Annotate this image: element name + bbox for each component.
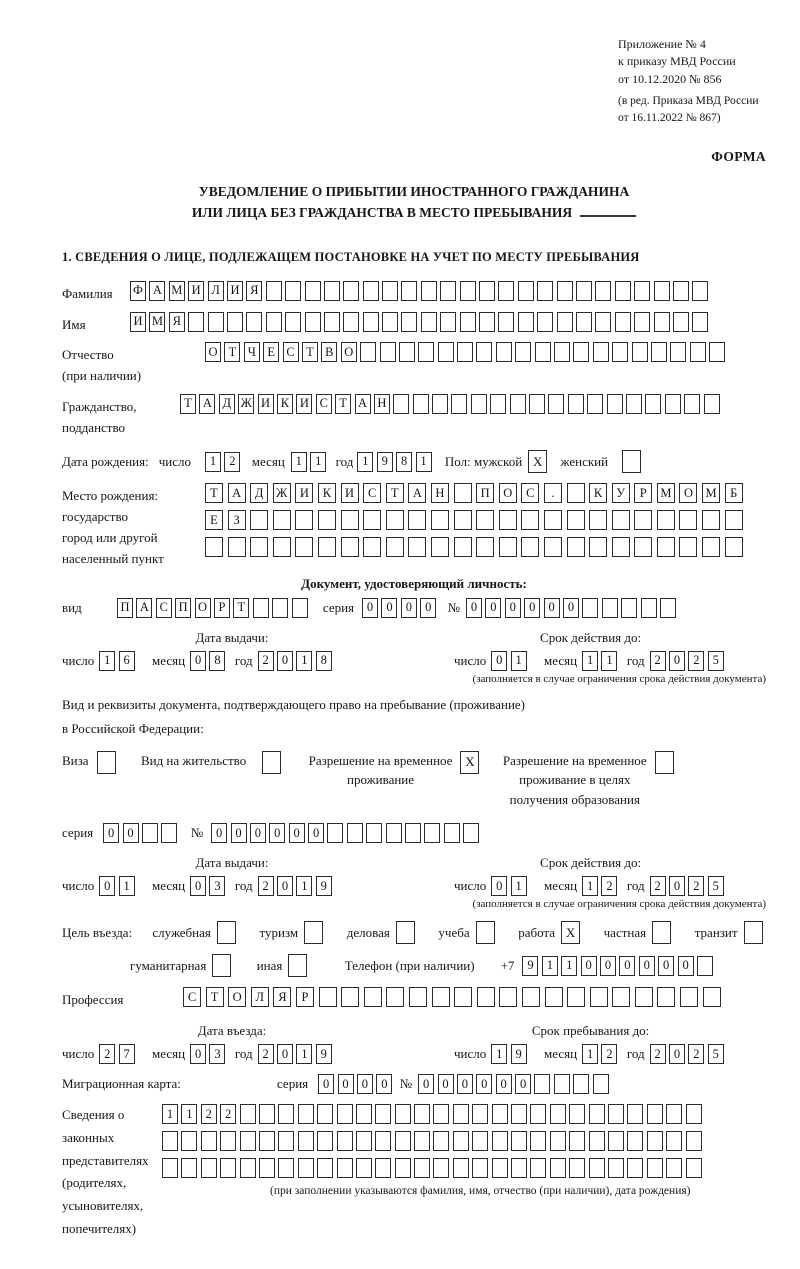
migcard-number-boxes[interactable]: 0 0 0 0 0 0: [418, 1074, 612, 1094]
rvp-education-option: [503, 751, 677, 810]
representatives-boxes-row1[interactable]: 1 1 2 2: [162, 1104, 705, 1124]
sex-female-checkbox[interactable]: [622, 450, 644, 473]
birthdate-year-label: год: [335, 453, 354, 469]
appendix-line: к приказу МВД России: [618, 54, 736, 69]
birthplace-box-rows: [205, 483, 747, 564]
patronymic-row: [62, 342, 766, 387]
staydoc-issue-day-boxes[interactable]: 0 1: [99, 876, 138, 896]
purpose-business-option: служебная: [152, 921, 239, 944]
entry-year-boxes[interactable]: 2 0 1 9: [258, 1044, 336, 1064]
migcard-seria-label: серия: [277, 1076, 309, 1092]
migcard-label: Миграционная карта:: [62, 1076, 181, 1092]
birthdate-label: Дата рождения:: [62, 453, 149, 469]
iddoc-issue-heading: Дата выдачи:: [195, 629, 269, 645]
representatives-label: Сведения о законных представителях (родителях, усыновителях, попечителях): [62, 1107, 149, 1236]
iddoc-issue-year-boxes[interactable]: 2 0 1 8: [258, 651, 336, 671]
visa-option: [62, 751, 119, 774]
staydoc-valid-day-label: число: [454, 878, 487, 894]
citizenship-boxes[interactable]: Т А Д Ж И К И С Т А Н: [180, 394, 723, 414]
iddoc-issue-month-label: месяц: [152, 652, 186, 668]
visa-checkbox[interactable]: [97, 751, 119, 774]
appendix-line: от 10.12.2020 № 856: [618, 71, 722, 86]
purpose-work-option: работа X: [518, 921, 583, 944]
iddoc-valid-day-boxes[interactable]: 0 1: [491, 651, 530, 671]
birthdate-row: [62, 450, 766, 473]
profession-boxes[interactable]: С Т О Л Я Р: [183, 987, 725, 1007]
birthdate-month-label: месяц: [251, 453, 285, 469]
sex-male-label: Пол: мужской: [444, 453, 523, 469]
purpose-private-option: частная: [604, 921, 675, 944]
purpose-work-checkbox[interactable]: X: [561, 921, 583, 944]
iddoc-valid-month-label: месяц: [544, 652, 578, 668]
iddoc-seria-label: серия: [322, 599, 355, 615]
stay-year-label: год: [626, 1046, 645, 1062]
iddoc-valid-day-label: число: [454, 652, 487, 668]
representatives-boxes-row3[interactable]: [162, 1158, 705, 1178]
rvp-education-label: Разрешение на временное проживание в целях получения образования: [502, 752, 647, 807]
rvp-checkbox[interactable]: X: [460, 751, 482, 774]
purpose-other-option: иная: [257, 954, 311, 977]
stay-month-label: месяц: [544, 1046, 578, 1062]
purpose-humanitarian-checkbox[interactable]: [212, 954, 234, 977]
patronymic-boxes[interactable]: О Т Ч Е С Т В О: [205, 342, 729, 362]
staydoc-valid-heading: Срок действия до:: [540, 855, 642, 871]
stay-month-boxes[interactable]: 1 2: [582, 1044, 621, 1064]
surname-label: Фамилия: [62, 285, 113, 301]
patronymic-label: Отчество (при наличии): [62, 347, 142, 384]
purpose-row1: [62, 921, 766, 944]
sex-male-checkbox[interactable]: X: [528, 450, 550, 473]
name-row: [62, 312, 766, 336]
iddoc-vid-boxes[interactable]: П А С П О Р Т: [117, 598, 311, 618]
appendix-line: Приложение № 4: [618, 37, 706, 51]
purpose-study-checkbox[interactable]: [476, 921, 498, 944]
birthplace-label: Место рождения: государство город или другой населенный пункт: [62, 488, 164, 566]
iddoc-issue-day-boxes[interactable]: 1 6: [99, 651, 138, 671]
entry-heading: Дата въезда:: [197, 1023, 267, 1039]
migcard-row: [62, 1074, 766, 1094]
purpose-private-checkbox[interactable]: [652, 921, 674, 944]
rvp-education-checkbox[interactable]: [655, 751, 677, 774]
birthdate-year-boxes[interactable]: 1 9 8 1: [357, 452, 435, 472]
purpose-tourism-option: туризм: [259, 921, 326, 944]
staydoc-intro: Вид и реквизиты документа, подтверждающего право на пребывание (проживание) в Российской Федерации:: [62, 696, 526, 736]
rvp-label: Разрешение на временное проживание: [308, 752, 453, 788]
rvp-option: [309, 751, 483, 790]
form-title: [62, 181, 766, 224]
stay-heading: Срок пребывания до:: [531, 1023, 650, 1039]
birthdate-month-boxes[interactable]: 1 1: [291, 452, 330, 472]
iddoc-issue-year-label: год: [234, 652, 253, 668]
representatives-boxes-row2[interactable]: [162, 1131, 705, 1151]
staydoc-valid-month-boxes[interactable]: 1 2: [582, 876, 621, 896]
staydoc-valid-year-label: год: [626, 878, 645, 894]
staydoc-issue-year-label: год: [234, 878, 253, 894]
purpose-transit-option: транзит: [695, 921, 766, 944]
forma-label: ФОРМА: [711, 148, 766, 164]
staydoc-permits-row: [62, 751, 766, 810]
staydoc-seria-row: [62, 823, 766, 843]
iddoc-row: [62, 598, 766, 618]
staydoc-number-label: №: [190, 825, 204, 841]
staydoc-issue-heading: Дата выдачи:: [195, 855, 269, 871]
form-title-line1: УВЕДОМЛЕНИЕ О ПРИБЫТИИ ИНОСТРАННОГО ГРАЖДАНИНА: [198, 183, 630, 199]
name-label: Имя: [62, 316, 86, 332]
residence-permit-option: [141, 751, 285, 774]
iddoc-valid-heading: Срок действия до:: [540, 629, 642, 645]
form-title-line2: ИЛИ ЛИЦА БЕЗ ГРАЖДАНСТВА В МЕСТО ПРЕБЫВАНИЯ: [62, 202, 766, 224]
appendix-edit-line: от 16.11.2022 № 867): [618, 111, 721, 124]
appendix-edit-line: (в ред. Приказа МВД России: [618, 95, 759, 108]
iddoc-number-label: №: [447, 599, 461, 615]
surname-row: [62, 281, 766, 305]
entry-year-label: год: [234, 1046, 253, 1062]
purpose-row2: [62, 954, 766, 977]
entry-month-boxes[interactable]: 0 3: [190, 1044, 229, 1064]
stay-year-boxes[interactable]: 2 0 2 5: [650, 1044, 728, 1064]
iddoc-valid-month-boxes[interactable]: 1 1: [582, 651, 621, 671]
iddoc-valid-year-boxes[interactable]: 2 0 2 5: [650, 651, 728, 671]
iddoc-valid-note: (заполняется в случае ограничения срока действия документа): [472, 672, 766, 685]
staydoc-issue-month-label: месяц: [152, 878, 186, 894]
iddoc-issue-day-label: число: [62, 652, 95, 668]
staydoc-issue-month-boxes[interactable]: 0 3: [190, 876, 229, 896]
purpose-other-checkbox[interactable]: [288, 954, 310, 977]
phone-label: Телефон (при наличии): [344, 957, 475, 973]
name-boxes[interactable]: И М Я: [130, 312, 712, 332]
purpose-transit-checkbox[interactable]: [744, 921, 766, 944]
staydoc-issue-year-boxes[interactable]: 2 0 1 9: [258, 876, 336, 896]
residence-permit-label: Вид на жительство: [140, 752, 247, 768]
purpose-label: Цель въезда:: [62, 924, 133, 940]
visa-label: Виза: [62, 752, 89, 768]
iddoc-seria-boxes[interactable]: 0 0 0 0: [362, 598, 440, 618]
staydoc-dates: [62, 855, 766, 896]
profession-label: Профессия: [62, 992, 124, 1008]
staydoc-issue-day-label: число: [62, 878, 95, 894]
residence-permit-checkbox[interactable]: [262, 751, 284, 774]
purpose-humanitarian-option: гуманитарная: [130, 954, 235, 977]
birthplace-boxes-row1[interactable]: Т А Д Ж И К И С Т А Н П О С . К У Р М О М Б: [205, 483, 747, 503]
iddoc-dates: [62, 630, 766, 671]
birthdate-day-boxes[interactable]: 1 2: [205, 452, 244, 472]
birthplace-row: [62, 483, 766, 569]
entry-month-label: месяц: [152, 1046, 186, 1062]
citizenship-row: [62, 394, 766, 439]
surname-boxes[interactable]: Ф А М И Л И Я: [130, 281, 712, 301]
migcard-number-label: №: [399, 1076, 413, 1092]
purpose-tourism-checkbox[interactable]: [304, 921, 326, 944]
representatives-note: (при заполнении указываются фамилия, имя, отчество (при наличии), дата рождения): [270, 1185, 691, 1198]
purpose-commercial-option: деловая: [347, 921, 418, 944]
title-blank-line: [580, 215, 636, 217]
phone-prefix: +7: [500, 957, 515, 973]
iddoc-number-boxes[interactable]: 0 0 0 0 0 0: [466, 598, 679, 618]
iddoc-issue-month-boxes[interactable]: 0 8: [190, 651, 229, 671]
phone-boxes[interactable]: 9 1 1 0 0 0 0 0 0: [522, 956, 716, 976]
stay-day-boxes[interactable]: 1 9: [491, 1044, 530, 1064]
staydoc-seria-boxes[interactable]: 0 0: [103, 823, 181, 843]
staydoc-seria-label: серия: [62, 825, 94, 841]
purpose-study-option: учеба: [438, 921, 498, 944]
stay-day-label: число: [454, 1046, 487, 1062]
representatives-box-rows: [162, 1104, 705, 1241]
birthdate-day-label: число: [158, 453, 191, 469]
migcard-seria-boxes[interactable]: 0 0 0 0: [318, 1074, 396, 1094]
entry-day-boxes[interactable]: 2 7: [99, 1044, 138, 1064]
entry-day-label: число: [62, 1046, 95, 1062]
birthplace-boxes-row2[interactable]: Е З: [205, 510, 747, 530]
staydoc-valid-month-label: месяц: [544, 878, 578, 894]
appendix-block: [618, 36, 766, 127]
representatives-row: [62, 1104, 766, 1241]
staydoc-valid-note: (заполняется в случае ограничения срока действия документа): [472, 898, 766, 911]
iddoc-vid-label: вид: [62, 599, 82, 615]
entry-dates: [62, 1023, 766, 1064]
staydoc-valid-year-boxes[interactable]: 2 0 2 5: [650, 876, 728, 896]
purpose-business-checkbox[interactable]: [217, 921, 239, 944]
purpose-commercial-checkbox[interactable]: [396, 921, 418, 944]
iddoc-heading: Документ, удостоверяющий личность:: [301, 575, 527, 591]
citizenship-label: Гражданство, подданство: [62, 398, 137, 435]
section1-heading: 1. СВЕДЕНИЯ О ЛИЦЕ, ПОДЛЕЖАЩЕМ ПОСТАНОВКЕ НА УЧЕТ ПО МЕСТУ ПРЕБЫВАНИЯ: [62, 249, 640, 264]
profession-row: [62, 987, 766, 1011]
iddoc-valid-year-label: год: [626, 652, 645, 668]
staydoc-number-boxes[interactable]: 0 0 0 0 0 0: [211, 823, 482, 843]
sex-female-label: женский: [560, 453, 609, 469]
staydoc-valid-day-boxes[interactable]: 0 1: [491, 876, 530, 896]
birthplace-boxes-row3[interactable]: [205, 537, 747, 557]
